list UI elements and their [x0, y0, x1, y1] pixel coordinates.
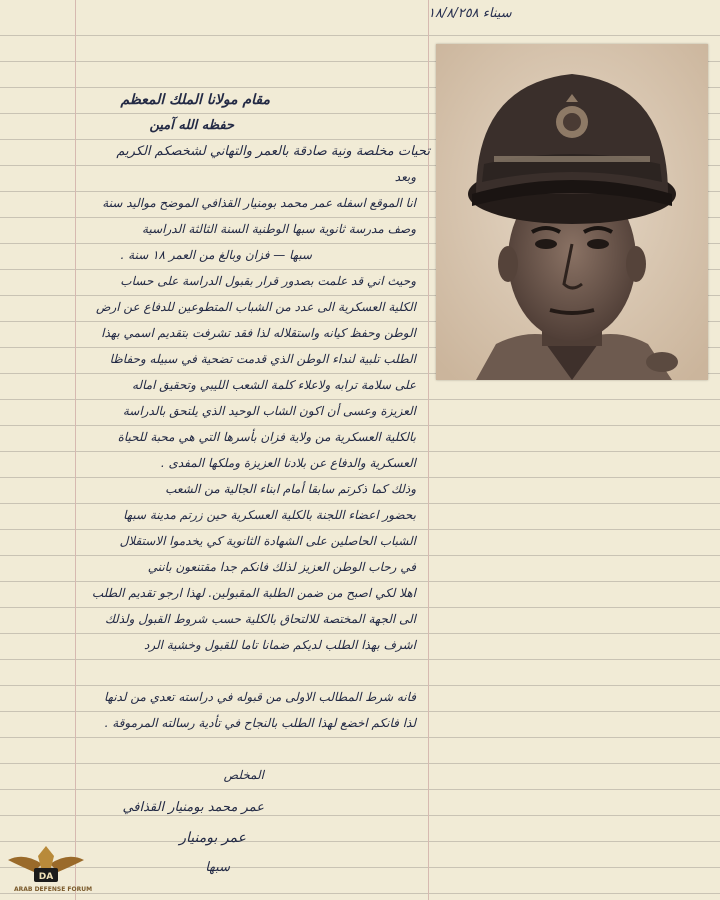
paragraph-3-line: بحضور اعضاء اللجنة بالكلية العسكرية حين زرتم مدينة سبها	[123, 508, 416, 522]
paragraph-2-line: الوطن وحفظ كيانه واستقلاله لذا فقد تشرفت بتقديم اسمي بهذا	[101, 326, 416, 340]
logo-mark: DA	[38, 872, 54, 882]
paragraph-2-line: وحيث اني قد علمت بصدور قرار بقبول الدراسة على حساب	[120, 274, 416, 288]
paragraph-2-line: على سلامة ترابه ولاعلاء كلمة الشعب الليبي وتحقيق اماله	[131, 378, 416, 392]
paragraph-2-line: بالكلية العسكرية من ولاية فزان بأسرها التي هي محبة للحياة	[117, 430, 416, 444]
logo-text: ARAB DEFENSE FORUM	[14, 886, 93, 893]
closing: المخلص	[223, 768, 264, 782]
signature-name: عمر محمد بومنيار القذافي	[122, 800, 264, 815]
blessing: حفظه الله آمين	[149, 118, 234, 133]
paragraph-1-line: سبها — فزان وبالغ من العمر ١٨ سنة .	[120, 248, 312, 262]
letter-date: سيناء ١٨/٨/٢٥٨	[428, 6, 512, 21]
signature-handwritten: عمر بومنيار	[179, 830, 246, 846]
paragraph-4-line: فانه شرط المطالب الاولى من قبوله في دراسته تعدي من لدنها	[104, 690, 416, 704]
paragraph-1-line: وصف مدرسة ثانوية سبها الوطنية السنة الثالثة الدراسية	[142, 222, 416, 236]
paragraph-2-line: الكلية العسكرية الى عدد من الشباب المتطوعين للدفاع عن ارض	[95, 300, 416, 314]
paragraph-1-line: انا الموقع اسفله عمر محمد بومنيار القذافي الموضح مواليد سنة	[102, 196, 416, 210]
paragraph-3-line: الى الجهة المختصة للالتحاق بالكلية حسب شروط القبول ولذلك	[104, 612, 416, 626]
salutation: مقام مولانا الملك المعظم	[120, 92, 270, 108]
intro-word: وبعد	[394, 170, 416, 184]
greeting: تحيات مخلصة ونية صادقة بالعمر والتهاني لشخصكم الكريم	[116, 144, 430, 159]
paragraph-2-line: العزيزة وعسى أن اكون الشاب الوحيد الذي يلتحق بالدراسة	[122, 404, 416, 418]
paragraph-3-line: وذلك كما ذكرتم سابقا أمام ابناء الجالية من الشعب	[165, 482, 416, 496]
paragraph-4-line: لذا فانكم اخضع لهذا الطلب بالنجاح في تأدية رسالته المرموقة .	[104, 716, 416, 730]
portrait-photo	[436, 44, 708, 380]
signature-place: سبها	[205, 860, 230, 875]
paragraph-2-line: الطلب تلبية لنداء الوطن الذي قدمت تضحية في سبيله وحفاظا	[109, 352, 416, 366]
paragraph-3-line: في رحاب الوطن العزيز لذلك فانكم جدا مقتنعون بانني	[147, 560, 416, 574]
margin-line	[428, 0, 429, 900]
paragraph-2-line: العسكرية والدفاع عن بلادنا العزيزة وملكها المفدى .	[160, 456, 416, 470]
paragraph-3-line: اهلا لكي اصبح من ضمن الطلبة المقبولين. لهذا ارجو تقديم الطلب	[91, 586, 416, 600]
officer-portrait	[436, 44, 708, 380]
paragraph-3-line: الشباب الحاصلين على الشهادة الثانوية كي يخدموا الاستقلال	[119, 534, 416, 548]
paragraph-3-line: اشرف بهذا الطلب لديكم ضمانا تاما للقبول وخشية الرد	[144, 638, 416, 652]
margin-line	[75, 0, 76, 900]
